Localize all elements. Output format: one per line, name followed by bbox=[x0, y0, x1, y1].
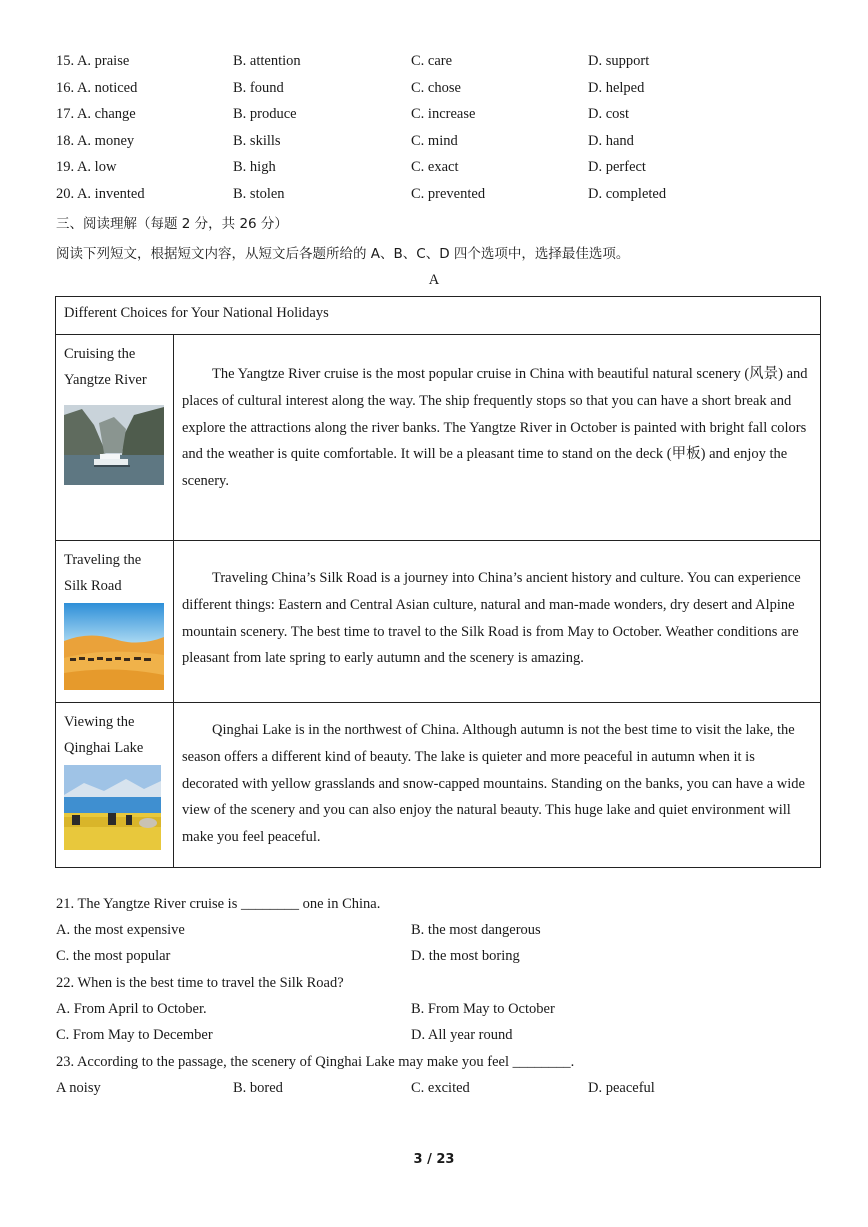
option-row-17 bbox=[56, 106, 816, 126]
section-heading: 三、阅读理解（每题 2 分，共 26 分） bbox=[56, 216, 288, 232]
table-row bbox=[56, 703, 821, 868]
option-b: B. the most dangerous bbox=[411, 922, 541, 938]
option-a: 19. A. low bbox=[56, 159, 117, 175]
option-a: 18. A. money bbox=[56, 133, 135, 149]
option-a: 16. A. noticed bbox=[56, 80, 138, 96]
option-row-20 bbox=[56, 186, 816, 206]
option-d: D. perfect bbox=[588, 159, 646, 175]
option-c: C. mind bbox=[411, 133, 458, 149]
option-a: A. the most expensive bbox=[56, 922, 185, 938]
option-c: C. care bbox=[411, 53, 453, 69]
row-text-cell bbox=[174, 335, 821, 541]
option-d: D. hand bbox=[588, 133, 634, 149]
option-b: B. attention bbox=[233, 53, 301, 69]
option-a: 17. A. change bbox=[56, 106, 136, 122]
yangtze-river-photo bbox=[64, 405, 164, 485]
option-b: B. produce bbox=[233, 106, 297, 122]
row-heading: Yangtze River bbox=[64, 372, 147, 388]
question-22: 22. When is the best time to travel the Silk Road? bbox=[56, 975, 344, 991]
option-d: D. All year round bbox=[411, 1027, 513, 1043]
row-heading: Traveling the bbox=[64, 552, 142, 568]
question-21-options-row1 bbox=[56, 922, 816, 942]
question-22-options-row2 bbox=[56, 1027, 816, 1047]
option-a: 20. A. invented bbox=[56, 186, 145, 202]
silk-road-desert-photo bbox=[64, 603, 164, 690]
row-heading: Silk Road bbox=[64, 578, 122, 594]
option-c: C. exact bbox=[411, 159, 459, 175]
row-heading: Viewing the bbox=[64, 714, 135, 730]
option-b: B. From May to October bbox=[411, 1001, 555, 1017]
passage-text: Traveling China’s Silk Road is a journey into China’s ancient history and culture. You can experience different things: Eastern and Central Asian culture, natural and man-made wonders, dry desert and Alpine mountain scenery. The best time to travel to the Silk Road is from May to October. Weather conditions are pleasant from late spring to early autumn and the scenery is amazing. bbox=[182, 570, 801, 667]
passage-text: Qinghai Lake is in the northwest of China. Although autumn is not the best time to visit the lake, the season offers a different kind of beauty. The lake is quieter and more peaceful in autumn when it is decorated with yellow grasslands and snow-capped mountains. Standing on the banks, you can have a wide view of the scenery and you can also enjoy the natural beauty. This huge lake and quiet environment will make you feel peaceful. bbox=[182, 722, 805, 846]
option-d: D. support bbox=[588, 53, 650, 69]
row-heading-cell bbox=[56, 541, 174, 703]
table-row bbox=[56, 541, 821, 703]
row-heading-cell bbox=[56, 703, 174, 868]
qinghai-lake-photo bbox=[64, 765, 161, 850]
row-heading: Qinghai Lake bbox=[64, 740, 144, 756]
row-text-cell bbox=[174, 541, 821, 703]
page-number: 3 / 23 bbox=[413, 1152, 455, 1167]
option-c: C. excited bbox=[411, 1080, 470, 1096]
option-c: C. the most popular bbox=[56, 948, 171, 964]
option-row-15 bbox=[56, 53, 816, 73]
passage-label: A bbox=[428, 272, 440, 288]
passage-text: The Yangtze River cruise is the most popular cruise in China with beautiful natural scenery (风景) and places of cultural interest along the way. The ship frequently stops so that you can have a short break and explore the attractions along the river banks. The Yangtze River in October is painted with bright fall colors and the weather is quite comfortable. It will be a pleasant time to stand on the deck (甲板) and enjoy the scenery. bbox=[182, 366, 808, 490]
row-text-cell bbox=[174, 703, 821, 868]
option-a: 15. A. praise bbox=[56, 53, 130, 69]
reading-table bbox=[55, 296, 821, 868]
option-b: B. skills bbox=[233, 133, 281, 149]
option-b: B. stolen bbox=[233, 186, 285, 202]
option-d: D. peaceful bbox=[588, 1080, 655, 1096]
table-row bbox=[56, 335, 821, 541]
option-d: D. completed bbox=[588, 186, 667, 202]
option-b: B. found bbox=[233, 80, 284, 96]
option-b: B. high bbox=[233, 159, 276, 175]
row-heading: Cruising the bbox=[64, 346, 136, 362]
option-c: C. chose bbox=[411, 80, 461, 96]
option-a: A. From April to October. bbox=[56, 1001, 207, 1017]
question-23-options bbox=[56, 1080, 816, 1100]
option-c: C. prevented bbox=[411, 186, 486, 202]
option-b: B. bored bbox=[233, 1080, 283, 1096]
option-row-19 bbox=[56, 159, 816, 179]
table-title: Different Choices for Your National Holidays bbox=[56, 297, 821, 335]
option-c: C. increase bbox=[411, 106, 476, 122]
section-instruction: 阅读下列短文，根据短文内容，从短文后各题所给的 A、B、C、D 四个选项中，选择最佳选项。 bbox=[56, 246, 630, 262]
option-d: D. helped bbox=[588, 80, 645, 96]
option-row-16 bbox=[56, 80, 816, 100]
option-row-18 bbox=[56, 133, 816, 153]
row-heading-cell bbox=[56, 335, 174, 541]
question-22-options-row1 bbox=[56, 1001, 816, 1021]
question-23: 23. According to the passage, the scenery of Qinghai Lake may make you feel ________. bbox=[56, 1054, 575, 1070]
option-c: C. From May to December bbox=[56, 1027, 213, 1043]
question-21-options-row2 bbox=[56, 948, 816, 968]
option-d: D. cost bbox=[588, 106, 630, 122]
option-a: A noisy bbox=[56, 1080, 101, 1096]
question-21: 21. The Yangtze River cruise is ________ one in China. bbox=[56, 896, 381, 912]
option-d: D. the most boring bbox=[411, 948, 520, 964]
